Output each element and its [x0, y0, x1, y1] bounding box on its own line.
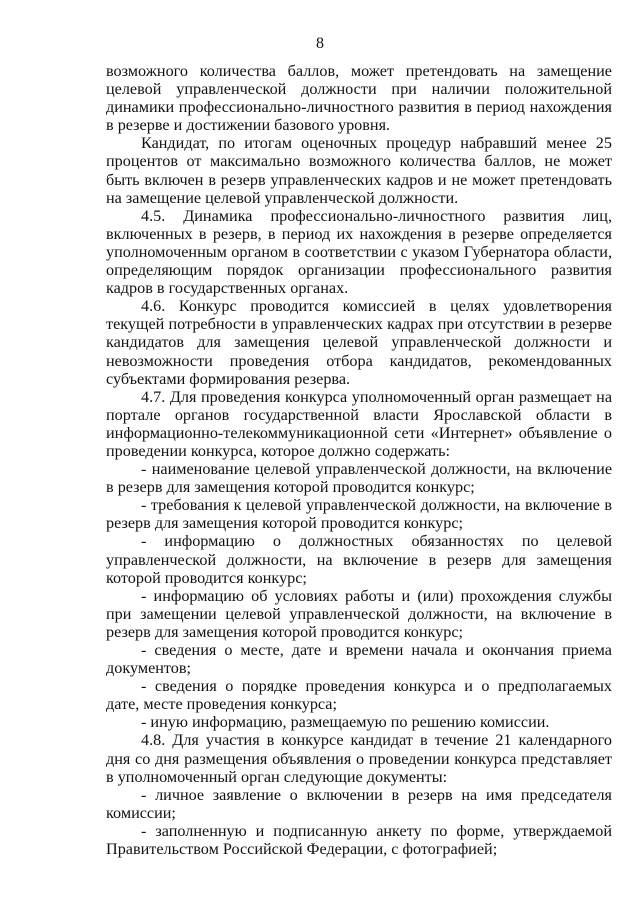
list-item: - личное заявление о включении в резерв на имя председателя комиссии; [106, 785, 612, 822]
paragraph: 4.5. Динамика профессионально-личностного развития лиц, включенных в резерв, в период их нахождения в резерве определяется уполномоченным органом в соответствии с указом Губернатора области, определяющим порядок организации профессионального развития кадров в государственных органах. [106, 206, 612, 298]
paragraph: 4.8. Для участия в конкурсе кандидат в течение 21 календарного дня со дня размещения объявления о проведении конкурса представляет в уполномоченный орган следующие документы: [106, 731, 612, 786]
paragraph: 4.7. Для проведения конкурса уполномоченный орган размещает на портале органов государственной власти Ярославской области в информационно-телекоммуникационной сети «Интернет» объявление о проведении конкурса, которое должно содержать: [106, 387, 612, 460]
list-item: - наименование целевой управленческой должности, на включение в резерв для замещения которой проводится конкурс; [106, 460, 612, 497]
list-item: - иную информацию, размещаемую по решению комиссии. [141, 713, 550, 732]
list-item: - сведения о месте, дате и времени начала и окончания приема документов; [106, 641, 612, 678]
document-body [106, 62, 612, 858]
list-item: - информацию об условиях работы и (или) прохождения службы при замещении целевой управленческой должности, на включение в резерв для замещения которой проводится конкурс; [106, 586, 612, 641]
list-item: - сведения о порядке проведения конкурса и о предполагаемых дате, месте проведения конкурса; [106, 677, 612, 714]
paragraph: Кандидат, по итогам оценочных процедур набравший менее 25 процентов от максимально возможного количества баллов, не может быть включен в резерв управленческих кадров и не может претендовать на замещение целевой управленческой должности. [106, 134, 612, 207]
paragraph: 4.6. Конкурс проводится комиссией в целях удовлетворения текущей потребности в управленческих кадрах при отсутствии в резерве кандидатов для замещения целевой управленческой должности и невозможности проведения отбора кандидатов, рекомендованных субъектами формирования резерва. [106, 297, 612, 388]
paragraph: возможного количества баллов, может претендовать на замещение целевой управленческой должности при наличии положительной динамики профессионально-личностного развития в период нахождения в резерве и достижении базового уровня. [106, 62, 612, 135]
page-number: 8 [316, 35, 324, 52]
list-item: - информацию о должностных обязанностях по целевой управленческой должности, на включение в резерв для замещения которой проводится конкурс; [106, 532, 612, 587]
list-item: - заполненную и подписанную анкету по форме, утверждаемой Правительством Российской Федерации, с фотографией; [106, 821, 612, 859]
list-item: - требования к целевой управленческой должности, на включение в резерв для замещения которой проводится конкурс; [106, 496, 612, 533]
